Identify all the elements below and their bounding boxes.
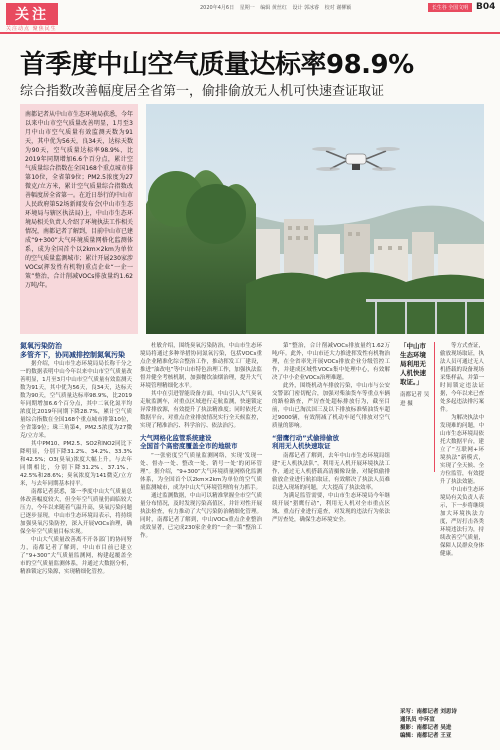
section-title: 关注 (6, 3, 58, 25)
drone-photo (146, 104, 484, 334)
column-2-subheading: 大气网格化监管系统建设 全国首个高密度覆盖全市的地级市 (140, 434, 238, 450)
section-subtitle: 关注动点 聚焦民生 (6, 26, 57, 32)
credit-line: 通讯员 中环宣 (400, 717, 435, 723)
paragraph: 杜敏介绍，围绕臭氧污染防治，中山市生态环境局将通过多种举措协同氮氧污染，包括VOCs重点企业精准化综合整治工作，推动挥发工厂建设，推进“油改电”等中山市特色治理工作，加强执法监督并健全考核机制，加强餐饮油烟治理，提升大气环境管理精细化水平。 (140, 343, 262, 389)
lead-summary-box (20, 104, 138, 334)
credit-line: 摄影：南都记者 吴进 (400, 725, 452, 731)
paragraph: 其中PM10、PM2.5、SO2和NO2同比下降明显，分别下降31.2%、34.2%、33.3%和42.5%；O3(臭氧)浓度大幅上升。与去年同期相比，分别下降31.2%、37.1%、42.5%和28.6%；臭氧浓度为141微克/立方米，与去年同期基本持平。 (20, 441, 132, 487)
issue-weekday: 星期一 (239, 5, 255, 11)
caption-reporter: 南都记者 吴进 摄 (400, 392, 430, 407)
headline: 首季度中山空气质量达标率98.9% (20, 50, 414, 80)
paragraph: 中山大气质量改善离不开各部门的协同努力，南都记者了解到，中山市目前已建立了“9+300”大气质量监测网，构建起覆盖全市的空气质量监测体系，并通过大数据分析，精准锁定污染源，实现精细化管控。 (20, 537, 132, 575)
paragraph: 其中在引进智能设备方面，中山引入大气臭氧走航监测车，对重点区域进行走航监测，快速锁定异常排放源，有效提升了执法精准度；同时依托大数据平台，对重点企业排放情况实行全天候监控，实现了精准治污、科学治污、依法治污。 (140, 391, 262, 429)
paragraph: 第”整治，合计削减VOCs排放量约1.62万吨/年。此外，中山市还大力推进挥发性有机物治理，在全省率先开展VOCs排放企业分级管控工作，并建成区域性VOCs集中处理中心，有效解决了中小企业VOCs治理难题。 (272, 343, 390, 381)
designer-credit: 设计 郭冰睿 (292, 5, 320, 11)
paragraph: “一张密度空气质量监测网络，实现‘发现一处、督办一处、整改一处、销号一处’的闭环管理”。据介绍，“9+300”大气环境质量网格化监测体系，为全国首个以2km×2km为单位的空气质量监测城市，成为中山大气环境管理的有力抓手。 (140, 453, 262, 491)
column-3-subheading: “猎鹰行动”式偷排偷放 利用无人机快速取证 (272, 434, 340, 450)
lead-text: 南都记者从中山市生态环境局获悉，今年以来中山市空气质量改善明显，1月至3月中山市空气质量有效监测天数为91天，其中优为56天，良34天，达标天数为90天，空气质量达标率98.9%，比2019年同期增加6.6个百分点，累计空气质量综合指数在全国168个重点城市排第10位，全省第9位；PM2.5浓度为27微克/立方米，累计空气质量综合指数改善幅度居全省第一。在近日举行的中山市人民政府第52场新闻发布会(中山市生态环境局与辖区执法局)上，中山市生态环境局相关负责人介绍了环境执法工作相关情况，南都记者了解到，目前中山市已建成“9+300”大气环境质量网格化监测体系，成为全国首个以2km×2km为单位的空气质量监测城市；累计开展230家涉VOCs(挥发性有机物)重点企业“一企一策”整治，合计削减VOCs排放量约1.62万吨/年。 (25, 111, 134, 289)
paragraph: 南都记者获悉，第一季度中山大气质量总体改善幅度较大，但全年空气质量仍面临较大压力，今年以来随着气温升高，臭氧污染问题已逐步显现，中山市生态环境局表示，将持续加强臭氧污染防控，深入开展VOCs治理，确保全年空气质量目标实现。 (20, 489, 132, 535)
paragraph: 通过监测数据，中山可以精准掌握全市空气质量分布情况，及时发现污染高值区，并针对性开展执法检查，有力推动了大气污染防治精细化管理。同时，南都记者了解到，中山VOCs重点企业整治成效显著，已完成230家企业的“一企一策”整治工作。 (140, 493, 262, 539)
paragraph: 等方式查证，偷放现场取证，执法人员可通过无人机搭载的设备现场采集样品，并第一时间锁定违法证据，今年以来已查处多起违法排污案件。 (440, 343, 484, 413)
editor-credits (400, 708, 484, 740)
article-column-4 (440, 342, 484, 737)
paragraph: 南都记者了解到，去年中山市生态环境局组建“无人机执法队”，利用无人机开展环境执法工作，通过无人机搭载高清摄像设备，对疑似偷排偷放企业进行航拍取证，有效解决了执法人员难以进入现场的问题，大大提高了执法效率。 (272, 453, 390, 491)
article-column-1 (20, 342, 132, 737)
credit-line: 编辑：南都记者 王亚 (400, 733, 452, 739)
page-number: B04 (476, 2, 496, 12)
paragraph: 中山市生态环境局有关负责人表示，下一步将继续加大环境执法力度，严厉打击各类环境违法行为，持续改善空气质量，保障人民群众身体健康。 (440, 487, 484, 557)
issue-date: 2020年4月6日 (200, 5, 235, 11)
column-1-heading: 氮氧污染防治 多管齐下，协同减排控制氮氧污染 (20, 342, 125, 359)
paragraph: 据介绍，中山市生态环境局局长称千分之一的数据表明中山今年以来中山市空气质量改善明显，1月至3月中山市空气质量有效监测天数为91天，其中优为56天，良34天，达标天数为90天，空气质量达标率98.9%，比2019年同期增加6.6个百分点，其中二氧化氮平均浓度比2019年同期下降28.7%，累计空气质量综合指数在全国168个重点城市排第10位，全省第9位；珠三角第4，PM2.5浓度为27微克/立方米。 (20, 361, 132, 439)
header-meta (200, 4, 355, 11)
proofreader-credit: 校对 谢柳颖 (324, 5, 352, 11)
masthead (0, 0, 500, 34)
paragraph: 此外，围绕机动车排放污染，中山市与公安交警部门密切配合，加强对柴油货车等重点车辆的路检路查，严厉查处超标排放行为，截至目前，中山已淘汰国三及以下排放标准柴油货车超过9000辆，有效削减了机动车尾气排放对空气质量的影响。 (272, 383, 390, 429)
editor-credit: 编辑 黄丝红 (260, 5, 287, 11)
paragraph: 为解决执法中发现难的问题，中山市生态环境局依托大数据平台，建立了“互联网+环境执法”新模式，实现了全天候、全方位监管，有效提升了执法效能。 (440, 415, 484, 485)
header-badge: 长生谷 全国文明 (428, 3, 472, 12)
paragraph: 为满足监管需要，中山市生态环境局今年继续开展“猎鹰行动”，利用无人机对全市重点区域、重点行业进行巡查，对发现的违法行为依法严厉查处，确保生态环境安全。 (272, 493, 390, 523)
credit-line: 采写：南都记者 刘思诗 (400, 709, 457, 715)
article-column-3 (272, 342, 390, 737)
article-column-2 (140, 342, 262, 737)
drone-photo-illustration (146, 104, 484, 334)
subheadline: 综合指数改善幅度居全省第一，偷排偷放无人机可快速查证取证 (20, 84, 385, 99)
photo-caption (400, 342, 435, 472)
caption-text: 「中山市生态环境局利用无人机快速取证。」 (400, 342, 426, 386)
